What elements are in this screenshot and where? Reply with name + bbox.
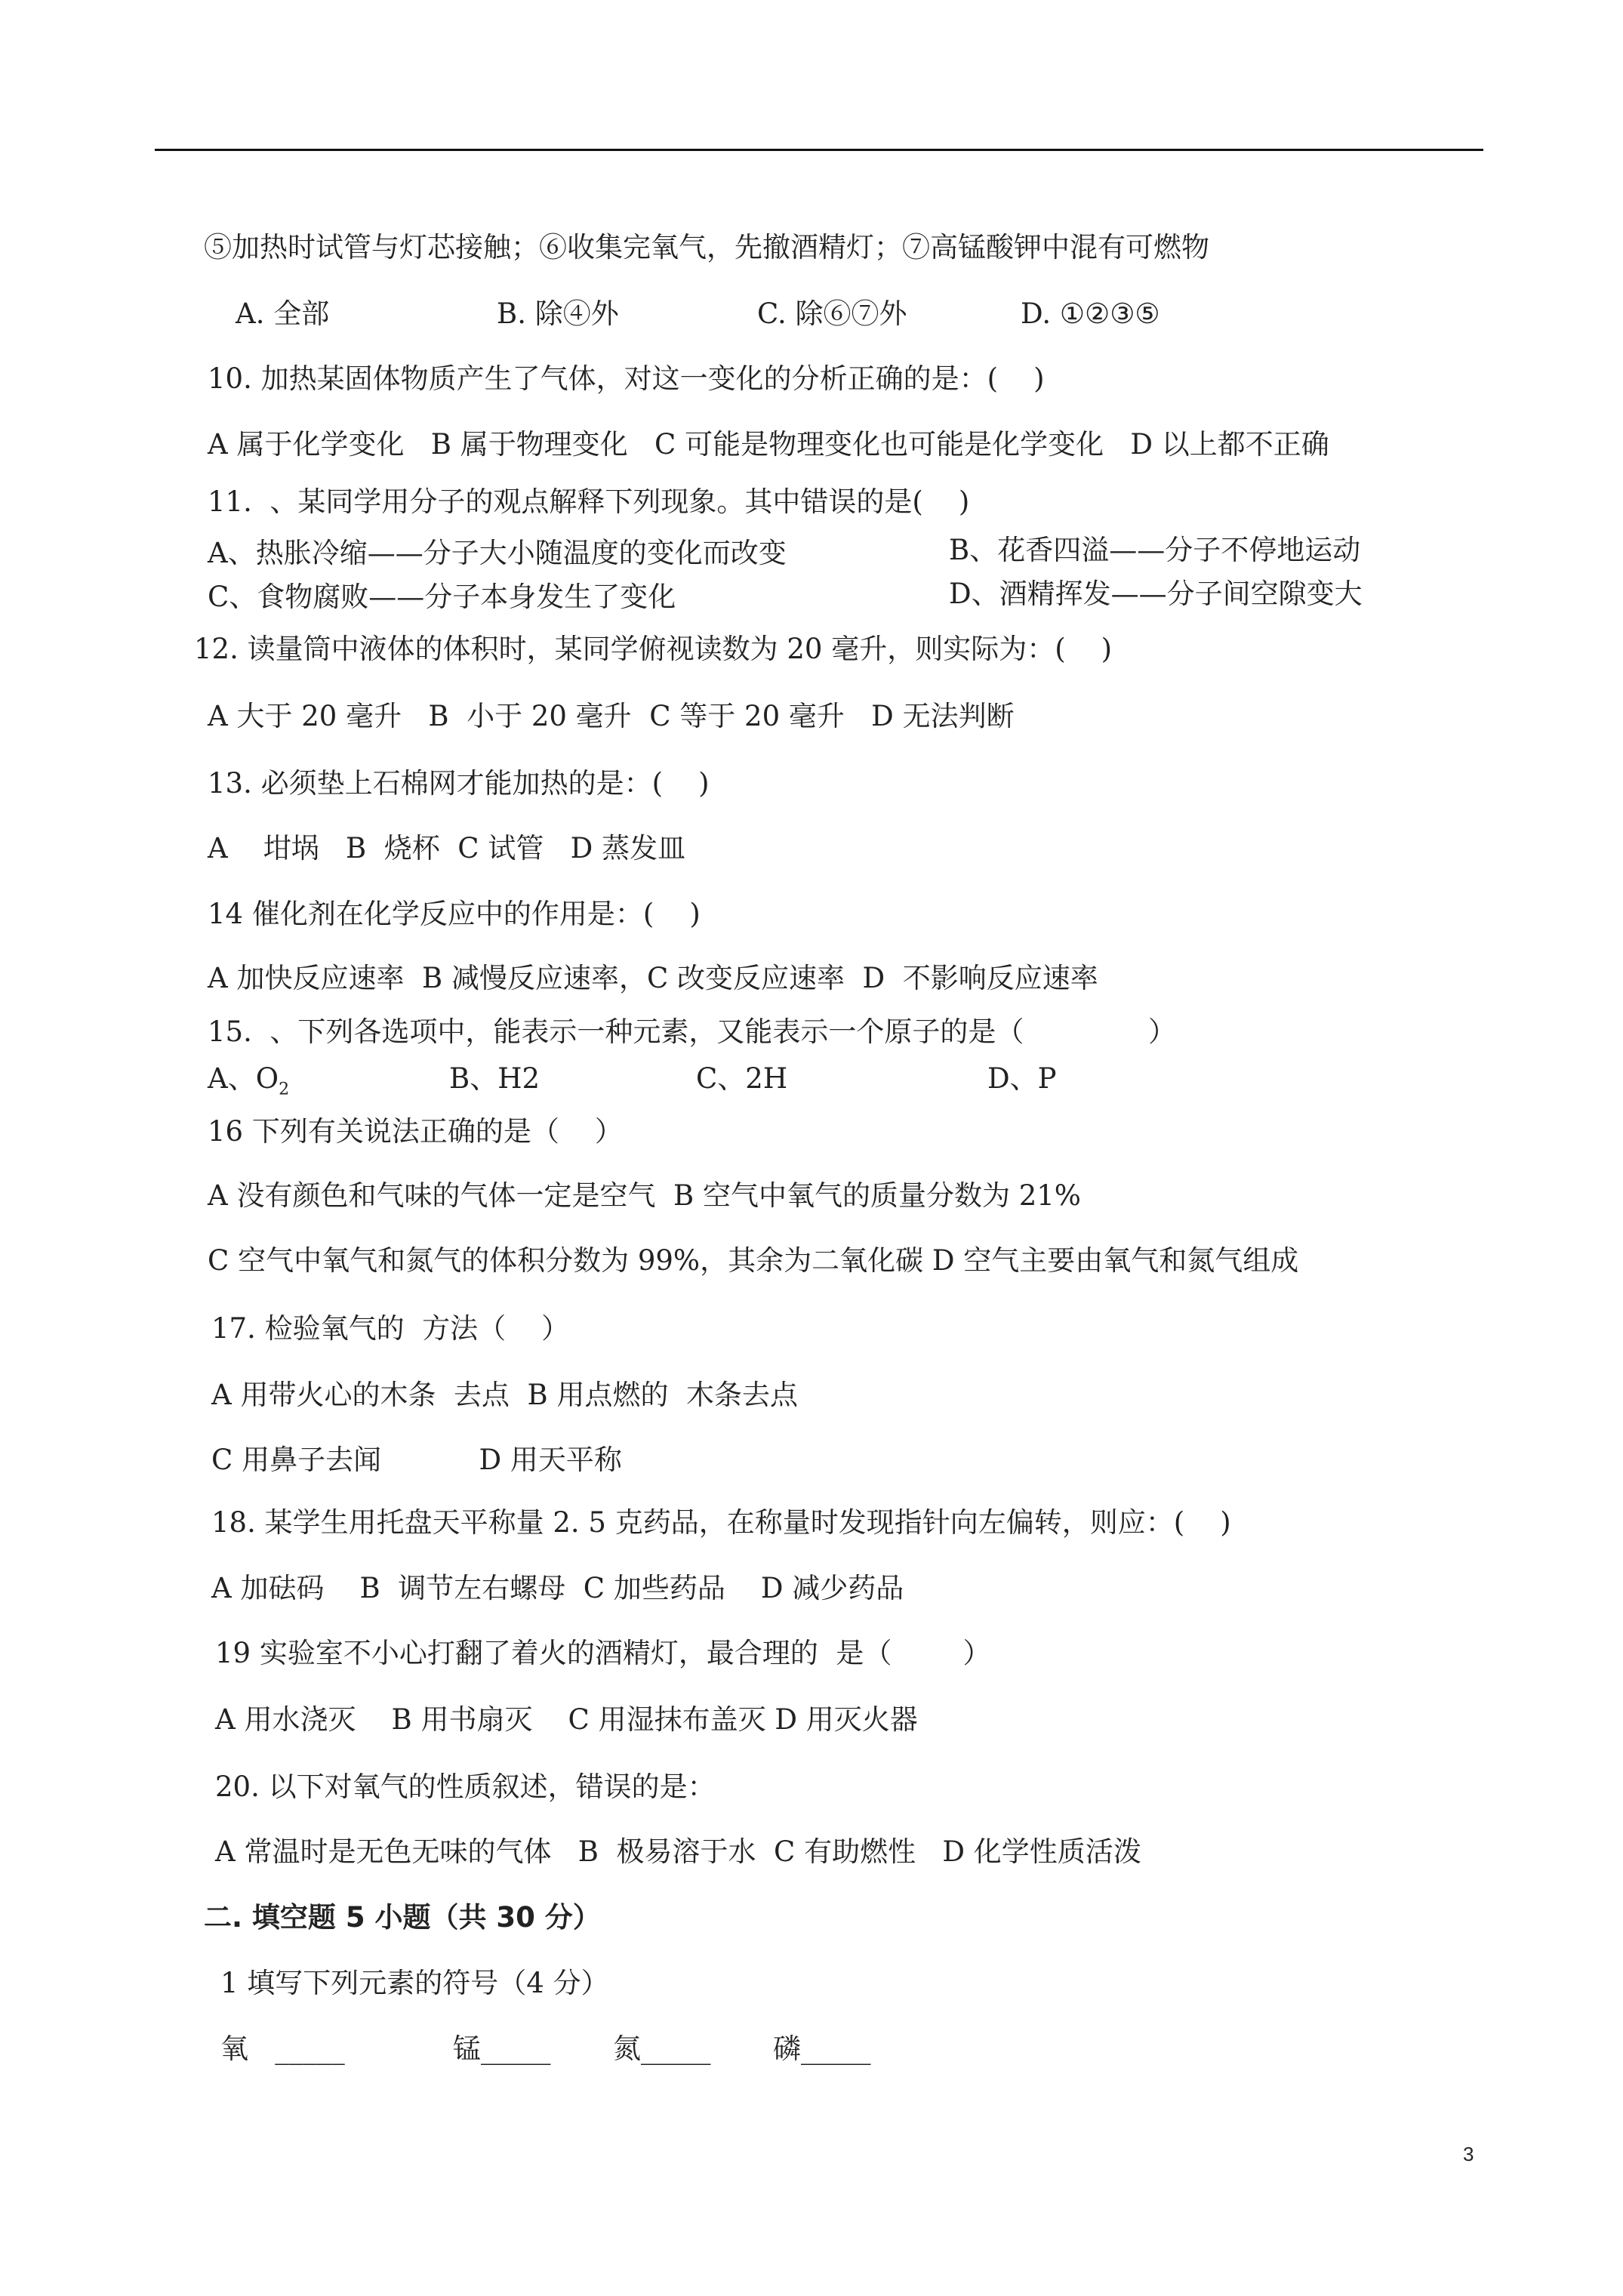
section-2-title: 二. 填空题 5 小题（共 30 分） <box>204 1901 601 1934</box>
q18-options: A 加砝码 B 调节左右螺母 C 加些药品 D 减少药品 <box>211 1572 904 1604</box>
q15-option-b: B、H2 <box>449 1062 540 1095</box>
q11-option-d: D、酒精挥发——分子间空隙变大 <box>949 578 1363 610</box>
q16-stem: 16 下列有关说法正确的是（ ） <box>208 1115 623 1148</box>
section-2-q1-stem: 1 填写下列元素的符号（4 分） <box>220 1967 609 1999</box>
q14-options: A 加快反应速率 B 减慢反应速率，C 改变反应速率 D 不影响反应速率 <box>208 962 1098 994</box>
page-number: 3 <box>1463 2143 1474 2165</box>
q15-option-d: D、P <box>987 1062 1057 1095</box>
q17-stem: 17. 检验氧气的 方法（ ） <box>211 1312 570 1345</box>
q16-options-line1: A 没有颜色和气味的气体一定是空气 B 空气中氧气的质量分数为 21% <box>208 1179 1081 1212</box>
q17-options-line1: A 用带火心的木条 去点 B 用点燃的 木条去点 <box>211 1379 798 1411</box>
q12-stem: 12. 读量筒中液体的体积时，某同学俯视读数为 20 毫升，则实际为：( ) <box>194 633 1113 665</box>
q12-options: A 大于 20 毫升 B 小于 20 毫升 C 等于 20 毫升 D 无法判断 <box>208 700 1015 732</box>
q9-continuation: ⑤加热时试管与灯芯接触；⑥收集完氧气，先撤酒精灯；⑦高锰酸钾中混有可燃物 <box>204 231 1209 264</box>
q15-option-a: A、$O_2$ <box>208 1062 290 1099</box>
q20-options: A 常温时是无色无味的气体 B 极易溶于水 C 有助燃性 D 化学性质活泼 <box>215 1835 1141 1868</box>
q20-stem: 20. 以下对氧气的性质叙述，错误的是： <box>215 1771 716 1803</box>
q9-option-d: D. ①②③⑤ <box>1021 297 1160 330</box>
q10-options: A 属于化学变化 B 属于物理变化 C 可能是物理变化也可能是化学变化 D 以上都不正确 <box>208 428 1329 461</box>
q17-options-line2: C 用鼻子去闻 D 用天平称 <box>211 1444 622 1476</box>
q13-options: A 坩埚 B 烧杯 C 试管 D 蒸发皿 <box>208 832 686 864</box>
blank-manganese: 锰_____ <box>453 2032 551 2065</box>
q10-stem: 10. 加热某固体物质产生了气体，对这一变化的分析正确的是：( ) <box>208 362 1045 395</box>
q14-stem: 14 催化剂在化学反应中的作用是：( ) <box>208 898 701 930</box>
q15-option-c: C、2H <box>696 1062 788 1095</box>
blank-phosphorus: 磷_____ <box>773 2032 871 2065</box>
header-rule <box>155 149 1483 151</box>
q9-option-c: C. 除⑥⑦外 <box>757 297 907 330</box>
q18-stem: 18. 某学生用托盘天平称量 2. 5 克药品，在称量时发现指针向左偏转，则应：( ) <box>211 1506 1231 1539</box>
q11-option-b: B、花香四溢——分子不停地运动 <box>949 534 1361 566</box>
q19-options: A 用水浇灭 B 用书扇灭 C 用湿抹布盖灭 D 用灭火器 <box>215 1703 918 1736</box>
q19-stem: 19 实验室不小心打翻了着火的酒精灯，最合理的 是（ ） <box>215 1637 991 1669</box>
blank-nitrogen: 氮_____ <box>613 2032 711 2065</box>
q13-stem: 13. 必须垫上石棉网才能加热的是：( ) <box>208 767 710 800</box>
q11-option-c: C、食物腐败——分子本身发生了变化 <box>208 581 676 613</box>
blank-oxygen: 氧 _____ <box>220 2032 345 2065</box>
q9-option-a: A. 全部 <box>236 297 330 330</box>
q16-options-line2: C 空气中氧气和氮气的体积分数为 99%，其余为二氧化碳 D 空气主要由氧气和氮气组成 <box>208 1244 1299 1277</box>
q9-option-b: B. 除④外 <box>497 297 619 330</box>
q15-stem: 15. 、下列各选项中，能表示一种元素，又能表示一个原子的是（ ） <box>208 1015 1177 1048</box>
q11-option-a: A、热胀冷缩——分子大小随温度的变化而改变 <box>208 537 787 569</box>
q11-stem: 11. 、某同学用分子的观点解释下列现象。其中错误的是( ) <box>208 485 970 518</box>
